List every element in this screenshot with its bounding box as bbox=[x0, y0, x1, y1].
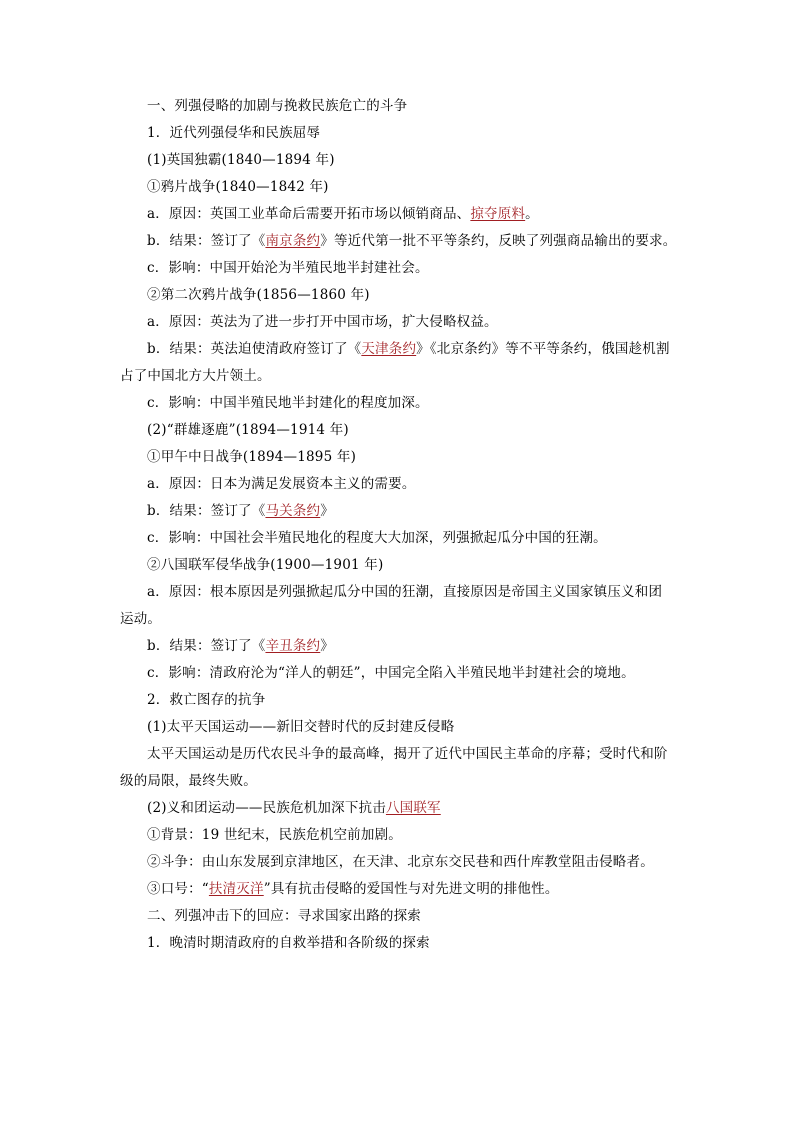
paragraph-line: ①背景：19 世纪末，民族危机空前加剧。 bbox=[147, 827, 402, 843]
paragraph-line: ①鸦片战争(1840—1842 年) bbox=[147, 179, 329, 195]
section-heading: 一、列强侵略的加剧与挽救民族危亡的斗争 bbox=[147, 98, 408, 114]
paragraph-line: ②八国联军侵华战争(1900—1901 年) bbox=[147, 557, 384, 573]
paragraph-line: ③口号：“扶清灭洋”具有抗击侵略的爱国性与对先进文明的排他性。 bbox=[147, 881, 559, 897]
paragraph-line: c．影响：中国半殖民地半封建化的程度加深。 bbox=[147, 395, 429, 411]
subsection-heading: 2．救亡图存的抗争 bbox=[147, 692, 266, 708]
paragraph-line: 太平天国运动是历代农民斗争的最高峰，揭开了近代中国民主革命的序幕；受时代和阶 bbox=[147, 746, 668, 762]
section-heading: 二、列强冲击下的回应：寻求国家出路的探索 bbox=[147, 908, 421, 924]
paragraph-line: a．原因：英法为了进一步打开中国市场，扩大侵略权益。 bbox=[147, 314, 498, 330]
paragraph-line: b．结果：签订了《辛丑条约》 bbox=[147, 638, 334, 654]
paragraph-line: (2)“群雄逐鹿”(1894—1914 年) bbox=[147, 422, 349, 438]
paragraph-line: 级的局限，最终失败。 bbox=[120, 773, 257, 789]
paragraph-line: c．影响：中国社会半殖民地化的程度大大加深，列强掀起瓜分中国的狂潮。 bbox=[147, 530, 607, 546]
keyword-link[interactable]: 辛丑条约 bbox=[265, 638, 321, 654]
paragraph-line: c．影响：中国开始沦为半殖民地半封建社会。 bbox=[147, 260, 429, 276]
paragraph-line: a．原因：根本原因是列强掀起瓜分中国的狂潮，直接原因是帝国主义国家镇压义和团 bbox=[147, 584, 663, 600]
subsection-heading: 1．近代列强侵华和民族屈辱 bbox=[147, 125, 321, 141]
paragraph-line: (1)英国独霸(1840—1894 年) bbox=[147, 152, 335, 168]
paragraph-line: b．结果：签订了《马关条约》 bbox=[147, 503, 334, 519]
paragraph-line: (1)太平天国运动——新旧交替时代的反封建反侵略 bbox=[147, 719, 455, 735]
paragraph-line: ②第二次鸦片战争(1856—1860 年) bbox=[147, 287, 370, 303]
keyword-link[interactable]: 扶清灭洋 bbox=[208, 881, 264, 897]
keyword-link[interactable]: 天津条约 bbox=[361, 341, 417, 357]
paragraph-line: 占了中国北方大片领土。 bbox=[120, 368, 271, 384]
keyword-link[interactable]: 马关条约 bbox=[265, 503, 321, 519]
keyword-link[interactable]: 掠夺原料 bbox=[470, 206, 526, 222]
paragraph-line: a．原因：日本为满足发展资本主义的需要。 bbox=[147, 476, 416, 492]
subsection-heading: 1．晚清时期清政府的自救举措和各阶级的探索 bbox=[147, 935, 430, 951]
paragraph-line: ①甲午中日战争(1894—1895 年) bbox=[147, 449, 357, 465]
keyword-link[interactable]: 八国联军 bbox=[385, 800, 441, 816]
paragraph-line: (2)义和团运动——民族危机加深下抗击八国联军 bbox=[147, 800, 441, 816]
paragraph-line: c．影响：清政府沦为“洋人的朝廷”，中国完全陷入半殖民地半封建社会的境地。 bbox=[147, 665, 635, 681]
keyword-link[interactable]: 南京条约 bbox=[265, 233, 321, 249]
paragraph-line: b．结果：英法迫使清政府签订了《天津条约》《北京条约》等不平等条约，俄国趁机割 bbox=[147, 341, 670, 357]
paragraph-line: b．结果：签订了《南京条约》等近代第一批不平等条约，反映了列强商品输出的要求。 bbox=[147, 233, 677, 249]
paragraph-line: ②斗争：由山东发展到京津地区，在天津、北京东交民巷和西什库教堂阻击侵略者。 bbox=[147, 854, 654, 870]
paragraph-line: 运动。 bbox=[120, 611, 162, 627]
paragraph-line: a．原因：英国工业革命后需要开拓市场以倾销商品、掠夺原料。 bbox=[147, 206, 539, 222]
